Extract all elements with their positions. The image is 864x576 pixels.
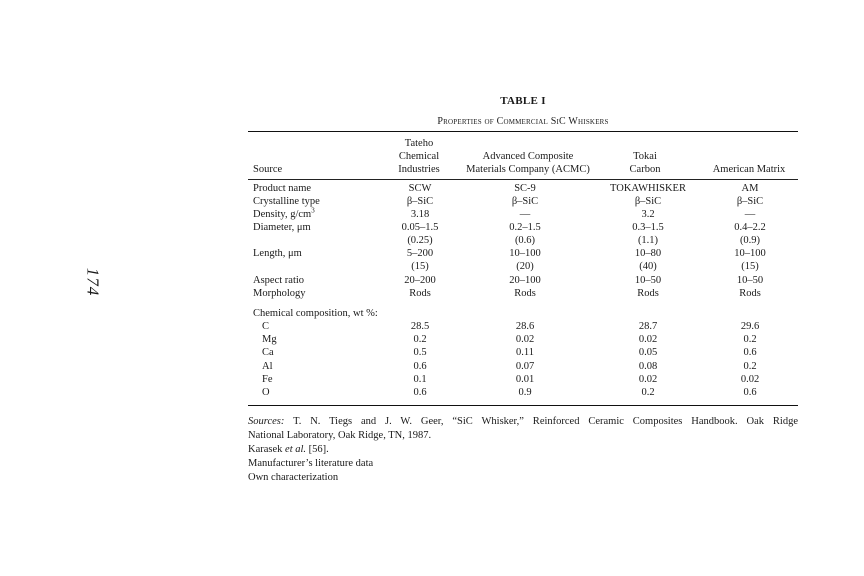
row-label: Crystalline type: [253, 196, 320, 207]
row-label: Fe: [262, 374, 273, 385]
row-label: Density, $g/cm^3$: [253, 206, 315, 220]
own-characterization-note: Own characterization: [248, 472, 339, 483]
table-cell: 28.6: [515, 321, 535, 332]
header-col-acmc: [458, 150, 598, 176]
table-cell: 0.02: [638, 374, 658, 385]
table-cell: 0.2: [413, 334, 427, 345]
header-col-american-matrix: [700, 163, 798, 176]
table-cell: Rods: [739, 288, 761, 299]
manufacturer-note: Manufacturer’s literature data: [248, 458, 374, 469]
table-cell: 0.02: [740, 374, 760, 385]
table-cell: (0.9): [739, 235, 761, 246]
table-cell: (40): [639, 261, 657, 272]
table-cell: 0.05–1.5: [401, 222, 439, 233]
table-cell: Rods: [409, 288, 431, 299]
table-cell: 3.2: [641, 209, 655, 220]
table-cell: 0.1: [413, 374, 427, 385]
table-cell: β–SiC: [511, 196, 539, 207]
table-cell: 10–100: [734, 248, 766, 259]
header-line: Carbon: [629, 164, 661, 175]
table-notes: [248, 415, 798, 485]
karasek-note: [248, 443, 798, 457]
table-cell: β–SiC: [406, 196, 434, 207]
table-cell: 0.2–1.5: [509, 222, 541, 233]
row-label: Length, μm: [253, 248, 302, 259]
table-cell: 0.5: [413, 347, 427, 358]
page-number: 174: [83, 267, 103, 297]
table-cell: Rods: [514, 288, 536, 299]
header-line: Materials Company (ACMC): [466, 164, 590, 175]
table-caption: Properties of Commercial SiC Whiskers: [437, 116, 609, 127]
table-cell: 0.05: [638, 347, 658, 358]
table-cell: 0.11: [516, 347, 534, 358]
table-cell: —: [744, 209, 756, 220]
table-cell: 0.01: [515, 374, 535, 385]
header-line: Tateho: [404, 138, 434, 149]
table-cell: 0.07: [515, 361, 535, 372]
table-cell: 0.6: [413, 361, 427, 372]
table-cell: 0.08: [638, 361, 658, 372]
table-header-rule: [248, 179, 798, 180]
header-col-tokai: [615, 150, 675, 176]
header-line: Industries: [398, 164, 440, 175]
row-label: Ca: [262, 347, 274, 358]
table-cell: β–SiC: [634, 196, 662, 207]
table-bottom-rule: [248, 405, 798, 406]
table-cell: 20–200: [404, 275, 436, 286]
row-label: Al: [262, 361, 273, 372]
row-label: Chemical composition, wt %:: [253, 308, 378, 319]
table-cell: 29.6: [740, 321, 760, 332]
table-cell: 20–100: [509, 275, 541, 286]
table-cell: 0.4–2.2: [734, 222, 766, 233]
sources-label: Sources:: [248, 416, 285, 427]
row-label: Diameter, μm: [253, 222, 311, 233]
row-label: Product name: [253, 183, 312, 194]
table-cell: 0.6: [743, 387, 757, 398]
karasek-author: Karasek: [248, 444, 283, 455]
header-source-label: Source: [253, 164, 283, 175]
table-top-rule: [248, 131, 798, 132]
table-cell: 5–200: [406, 248, 434, 259]
header-line: Chemical: [398, 151, 440, 162]
header-col-tateho: [389, 137, 449, 176]
header-line: Advanced Composite: [482, 151, 574, 162]
row-label: C: [262, 321, 270, 332]
table-cell: (0.25): [407, 235, 433, 246]
table-cell: 0.2: [641, 387, 655, 398]
table-cell: TOKAWHISKER: [610, 183, 686, 194]
table-cell: (20): [516, 261, 534, 272]
table-cell: 0.2: [743, 334, 757, 345]
table-cell: 0.2: [743, 361, 757, 372]
table-cell: 0.3–1.5: [632, 222, 664, 233]
sources-note-line2: National Laboratory, Oak Ridge, TN, 1987.: [248, 430, 432, 441]
table-cell: 3.18: [410, 209, 430, 220]
karasek-etal: et al.: [285, 444, 307, 455]
table-cell: 10–50: [634, 275, 662, 286]
table-cell: —: [519, 209, 531, 220]
row-label: Aspect ratio: [253, 275, 305, 286]
table-cell: 10–50: [736, 275, 764, 286]
table-cell: 0.6: [743, 347, 757, 358]
sources-text: T. N. Tiegs and J. W. Geer, “SiC Whisker,” Reinforced Ceramic Composites Handbook. Oak Ridge: [293, 416, 798, 427]
table-cell: SC-9: [514, 183, 536, 194]
table-cell: (15): [411, 261, 429, 272]
table-cell: 0.9: [518, 387, 532, 398]
table-cell: 28.5: [410, 321, 430, 332]
table-cell: (1.1): [637, 235, 659, 246]
header-line: American Matrix: [712, 164, 786, 175]
table-cell: 0.6: [413, 387, 427, 398]
header-line: Tokai: [633, 151, 657, 162]
sources-note-line1: [248, 415, 798, 429]
table-cell: Rods: [637, 288, 659, 299]
row-label: Morphology: [253, 288, 306, 299]
table-cell: 28.7: [638, 321, 658, 332]
table-cell: 0.02: [638, 334, 658, 345]
karasek-ref: [56].: [308, 444, 329, 455]
table-cell: 10–80: [634, 248, 662, 259]
row-label: O: [262, 387, 270, 398]
table-cell: β–SiC: [736, 196, 764, 207]
table-title: TABLE I: [500, 95, 546, 107]
table-cell: (0.6): [514, 235, 536, 246]
table-cell: SCW: [408, 183, 432, 194]
table-cell: 0.02: [515, 334, 535, 345]
table-cell: (15): [741, 261, 759, 272]
table-cell: AM: [741, 183, 759, 194]
table-cell: 10–100: [509, 248, 541, 259]
row-label: Mg: [262, 334, 277, 345]
